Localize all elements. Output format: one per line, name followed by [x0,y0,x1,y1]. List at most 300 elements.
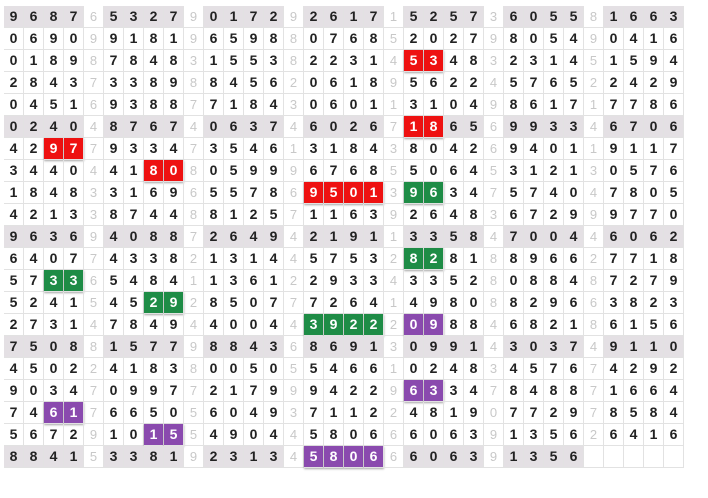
grid-cell: 9 [564,204,584,226]
grid-cell: 0 [324,116,344,138]
grid-cell: 4 [464,380,484,402]
grid-cell: 1 [224,380,244,402]
grid-cell: 1 [164,446,184,468]
grid-cell: 7 [624,94,644,116]
grid-cell: 8 [144,270,164,292]
grid-cell: 2 [144,292,164,314]
grid-cell: 5 [84,446,104,468]
grid-cell: 8 [324,424,344,446]
grid-cell: 8 [184,358,204,380]
grid-cell: 7 [4,402,24,424]
grid-cell: 6 [84,270,104,292]
grid-cell: 0 [4,28,24,50]
grid-cell: 1 [144,424,164,446]
grid-cell: 2 [604,72,624,94]
grid-cell: 4 [84,116,104,138]
grid-cell: 3 [564,116,584,138]
grid-cell: 8 [464,50,484,72]
grid-cell: 4 [84,160,104,182]
grid-cell: 6 [384,424,404,446]
grid-cell: 6 [144,182,164,204]
grid-cell: 3 [484,204,504,226]
grid-cell: 0 [524,226,544,248]
grid-cell: 0 [604,28,624,50]
grid-cell: 3 [64,270,84,292]
grid-cell: 4 [664,50,684,72]
grid-cell: 5 [204,182,224,204]
grid-cell: 6 [504,204,524,226]
grid-cell: 6 [324,6,344,28]
grid-cell: 4 [464,182,484,204]
grid-cell: 8 [604,402,624,424]
grid-cell: 5 [224,28,244,50]
grid-cell: 2 [304,50,324,72]
grid-cell: 1 [644,336,664,358]
grid-cell: 1 [384,6,404,28]
grid-cell: 4 [124,270,144,292]
grid-cell: 6 [44,402,64,424]
grid-cell: 4 [44,182,64,204]
grid-cell: 7 [524,182,544,204]
grid-cell: 7 [104,314,124,336]
grid-cell: 4 [584,336,604,358]
grid-cell: 1 [584,138,604,160]
grid-cell: 4 [284,446,304,468]
grid-cell: 4 [164,204,184,226]
grid-cell: 9 [604,336,624,358]
grid-cell: 4 [484,336,504,358]
grid-cell: 2 [324,292,344,314]
grid-cell: 9 [4,380,24,402]
grid-cell: 5 [384,28,404,50]
grid-cell: 6 [64,226,84,248]
grid-cell [604,446,624,468]
grid-cell: 1 [204,248,224,270]
grid-cell: 7 [264,292,284,314]
grid-cell: 8 [164,50,184,72]
grid-cell: 3 [304,314,324,336]
grid-cell: 1 [224,204,244,226]
grid-cell: 1 [264,270,284,292]
grid-cell: 0 [464,292,484,314]
grid-cell: 5 [444,6,464,28]
grid-cell: 4 [464,160,484,182]
grid-cell: 8 [64,336,84,358]
grid-cell: 8 [264,28,284,50]
grid-cell: 3 [504,160,524,182]
grid-cell: 5 [244,358,264,380]
grid-cell: 9 [324,270,344,292]
grid-cell: 3 [264,50,284,72]
grid-cell: 8 [104,204,124,226]
grid-cell: 6 [404,380,424,402]
grid-cell: 0 [424,160,444,182]
grid-cell: 6 [564,446,584,468]
grid-cell: 7 [644,270,664,292]
grid-cell: 8 [544,380,564,402]
grid-cell: 6 [604,424,624,446]
grid-cell: 4 [664,380,684,402]
grid-cell: 5 [544,28,564,50]
grid-cell: 5 [4,292,24,314]
grid-cell: 3 [104,72,124,94]
grid-cell: 2 [204,446,224,468]
grid-cell: 8 [584,314,604,336]
grid-cell: 0 [404,336,424,358]
grid-cell: 7 [464,6,484,28]
grid-cell: 9 [524,248,544,270]
grid-cell: 2 [324,50,344,72]
grid-cell: 5 [184,424,204,446]
grid-cell: 9 [44,138,64,160]
grid-cell: 1 [384,292,404,314]
grid-cell: 8 [524,314,544,336]
grid-cell: 5 [624,50,644,72]
grid-cell: 7 [164,336,184,358]
grid-cell: 4 [184,116,204,138]
grid-cell: 2 [524,292,544,314]
grid-cell: 4 [284,248,304,270]
grid-cell: 9 [104,138,124,160]
grid-cell: 4 [524,380,544,402]
grid-cell: 4 [444,50,464,72]
grid-cell: 5 [304,358,324,380]
grid-cell: 9 [424,314,444,336]
grid-cell: 2 [284,270,304,292]
grid-cell: 8 [584,6,604,28]
grid-cell: 5 [404,72,424,94]
grid-cell: 0 [444,94,464,116]
grid-cell: 6 [344,292,364,314]
grid-cell: 2 [544,204,564,226]
grid-cell: 0 [344,446,364,468]
grid-cell: 2 [624,270,644,292]
grid-cell: 0 [224,358,244,380]
grid-cell: 0 [44,336,64,358]
grid-cell: 9 [44,28,64,50]
grid-cell: 5 [544,424,564,446]
grid-cell: 0 [64,116,84,138]
grid-cell: 2 [584,72,604,94]
grid-cell: 0 [304,72,324,94]
grid-cell: 6 [484,138,504,160]
grid-cell: 3 [424,226,444,248]
grid-cell: 9 [484,446,504,468]
grid-cell: 5 [224,182,244,204]
grid-cell: 2 [4,72,24,94]
grid-cell: 7 [164,380,184,402]
grid-cell: 6 [84,94,104,116]
grid-cell: 1 [44,204,64,226]
grid-cell: 6 [624,6,644,28]
grid-cell: 4 [4,358,24,380]
grid-cell: 9 [284,160,304,182]
grid-cell: 7 [184,380,204,402]
grid-cell: 8 [184,204,204,226]
grid-cell: 8 [144,358,164,380]
grid-cell: 2 [444,72,464,94]
grid-cell: 8 [144,28,164,50]
grid-cell: 8 [504,248,524,270]
grid-cell: 2 [584,424,604,446]
grid-cell: 3 [664,6,684,28]
grid-cell: 7 [204,94,224,116]
grid-cell: 7 [84,72,104,94]
grid-cell: 1 [604,380,624,402]
grid-cell: 0 [344,424,364,446]
grid-cell: 7 [244,182,264,204]
grid-cell: 9 [404,182,424,204]
grid-cell: 2 [544,314,564,336]
grid-cell: 9 [384,72,404,94]
grid-cell: 6 [124,402,144,424]
grid-cell: 0 [424,446,444,468]
grid-cell: 5 [544,6,564,28]
grid-cell: 6 [424,72,444,94]
grid-cell: 8 [164,226,184,248]
grid-cell: 8 [164,94,184,116]
grid-cell: 6 [424,182,444,204]
grid-cell: 0 [244,424,264,446]
grid-cell: 7 [304,402,324,424]
grid-cell: 8 [304,336,324,358]
grid-cell: 9 [264,402,284,424]
grid-cell: 6 [144,116,164,138]
grid-cell: 1 [204,270,224,292]
grid-cell: 3 [124,248,144,270]
grid-cell: 0 [484,402,504,424]
grid-cell: 9 [284,380,304,402]
grid-cell: 9 [104,94,124,116]
grid-cell: 2 [184,292,204,314]
grid-cell: 4 [44,160,64,182]
grid-cell: 4 [624,72,644,94]
grid-cell: 1 [104,424,124,446]
grid-cell: 1 [304,204,324,226]
grid-cell: 7 [184,226,204,248]
grid-cell: 6 [564,292,584,314]
grid-cell: 6 [284,336,304,358]
grid-cell: 0 [624,226,644,248]
grid-cell: 5 [304,424,324,446]
grid-cell: 1 [464,336,484,358]
grid-cell: 7 [84,248,104,270]
grid-cell: 7 [144,336,164,358]
grid-cell: 2 [664,226,684,248]
grid-cell: 9 [124,380,144,402]
grid-cell: 0 [204,160,224,182]
grid-cell: 4 [584,226,604,248]
grid-cell: 9 [544,292,564,314]
grid-cell: 1 [324,226,344,248]
grid-cell: 8 [144,94,164,116]
grid-cell: 6 [584,292,604,314]
grid-cell: 0 [164,402,184,424]
grid-cell: 9 [324,314,344,336]
grid-cell: 4 [284,424,304,446]
grid-cell: 3 [144,138,164,160]
grid-cell: 6 [324,336,344,358]
grid-cell: 2 [624,358,644,380]
grid-cell: 6 [304,160,324,182]
grid-cell: 3 [124,138,144,160]
grid-cell: 3 [4,160,24,182]
grid-cell: 3 [484,6,504,28]
grid-cell: 5 [344,248,364,270]
grid-cell: 5 [164,424,184,446]
grid-cell: 7 [324,248,344,270]
grid-cell: 3 [404,270,424,292]
grid-cell: 7 [164,6,184,28]
grid-cell: 0 [124,424,144,446]
grid-cell: 5 [224,292,244,314]
grid-cell: 2 [344,380,364,402]
grid-cell: 0 [224,314,244,336]
grid-cell: 2 [384,248,404,270]
grid-cell: 6 [544,248,564,270]
grid-cell: 9 [644,50,664,72]
grid-cell: 4 [484,314,504,336]
grid-cell: 4 [464,94,484,116]
grid-cell: 4 [244,226,264,248]
grid-cell: 1 [324,138,344,160]
grid-cell: 0 [24,380,44,402]
grid-cell: 3 [444,380,464,402]
grid-cell: 8 [444,248,464,270]
grid-cell: 9 [644,358,664,380]
grid-cell: 8 [464,358,484,380]
grid-cell: 6 [544,72,564,94]
grid-cell: 1 [564,160,584,182]
grid-cell: 2 [384,402,404,424]
grid-cell: 8 [364,28,384,50]
grid-cell: 2 [344,116,364,138]
grid-cell: 0 [524,6,544,28]
grid-cell: 4 [284,314,304,336]
grid-cell: 1 [224,94,244,116]
grid-cell: 5 [564,6,584,28]
grid-cell: 0 [404,358,424,380]
grid-cell: 9 [184,28,204,50]
grid-cell: 9 [224,424,244,446]
grid-cell: 9 [344,336,364,358]
grid-cell: 0 [424,424,444,446]
grid-cell: 2 [464,72,484,94]
grid-cell: 0 [344,94,364,116]
grid-cell: 0 [44,248,64,270]
grid-cell: 4 [204,424,224,446]
grid-cell: 6 [664,116,684,138]
grid-cell: 3 [84,204,104,226]
grid-cell: 7 [84,138,104,160]
grid-cell: 7 [604,182,624,204]
grid-cell: 9 [464,402,484,424]
grid-cell: 6 [184,182,204,204]
grid-cell: 0 [424,28,444,50]
grid-cell: 9 [164,314,184,336]
grid-cell: 8 [424,402,444,424]
grid-cell: 1 [424,94,444,116]
grid-cell: 3 [524,446,544,468]
grid-cell: 0 [644,182,664,204]
grid-cell: 3 [44,270,64,292]
grid-cell: 8 [364,160,384,182]
grid-cell: 9 [584,28,604,50]
grid-cell: 0 [44,358,64,380]
grid-cell: 3 [344,50,364,72]
grid-cell: 1 [4,182,24,204]
grid-cell: 4 [584,182,604,204]
grid-cell: 9 [384,380,404,402]
grid-cell: 7 [304,292,324,314]
grid-cell: 4 [284,116,304,138]
grid-cell: 9 [664,270,684,292]
grid-cell: 8 [324,446,344,468]
grid-cell: 9 [84,424,104,446]
grid-cell: 6 [224,116,244,138]
grid-cell: 8 [404,248,424,270]
grid-cell: 6 [384,446,404,468]
grid-cell: 9 [244,28,264,50]
grid-cell: 3 [424,270,444,292]
grid-cell: 5 [324,182,344,204]
grid-cell: 7 [604,248,624,270]
grid-cell: 2 [404,28,424,50]
grid-cell: 1 [124,182,144,204]
grid-cell: 5 [404,6,424,28]
grid-cell: 4 [364,138,384,160]
grid-cell: 9 [484,28,504,50]
grid-cell: 5 [404,50,424,72]
grid-cell: 8 [144,226,164,248]
grid-cell: 2 [384,314,404,336]
grid-cell: 7 [84,380,104,402]
grid-cell: 1 [124,28,144,50]
grid-cell: 2 [24,116,44,138]
grid-cell: 6 [664,28,684,50]
grid-cell [644,446,664,468]
grid-cell: 7 [584,402,604,424]
grid-cell: 2 [544,160,564,182]
grid-cell: 1 [644,28,664,50]
grid-cell: 5 [664,182,684,204]
grid-cell: 6 [84,6,104,28]
grid-cell: 7 [124,116,144,138]
grid-cell: 7 [64,248,84,270]
grid-cell: 7 [64,138,84,160]
grid-cell: 7 [564,336,584,358]
grid-cell: 0 [604,160,624,182]
grid-cell: 0 [564,182,584,204]
grid-cell: 9 [504,116,524,138]
grid-cell: 1 [444,402,464,424]
grid-cell: 8 [444,314,464,336]
grid-cell: 0 [4,94,24,116]
grid-cell: 8 [624,182,644,204]
grid-cell: 3 [544,336,564,358]
grid-cell: 1 [364,94,384,116]
grid-cell: 2 [344,314,364,336]
grid-cell: 8 [464,314,484,336]
grid-cell: 4 [164,270,184,292]
grid-cell: 4 [144,204,164,226]
grid-cell: 3 [184,50,204,72]
grid-cell: 9 [184,446,204,468]
grid-cell: 3 [504,336,524,358]
grid-cell: 8 [204,72,224,94]
grid-cell: 8 [484,270,504,292]
grid-cell: 8 [124,50,144,72]
